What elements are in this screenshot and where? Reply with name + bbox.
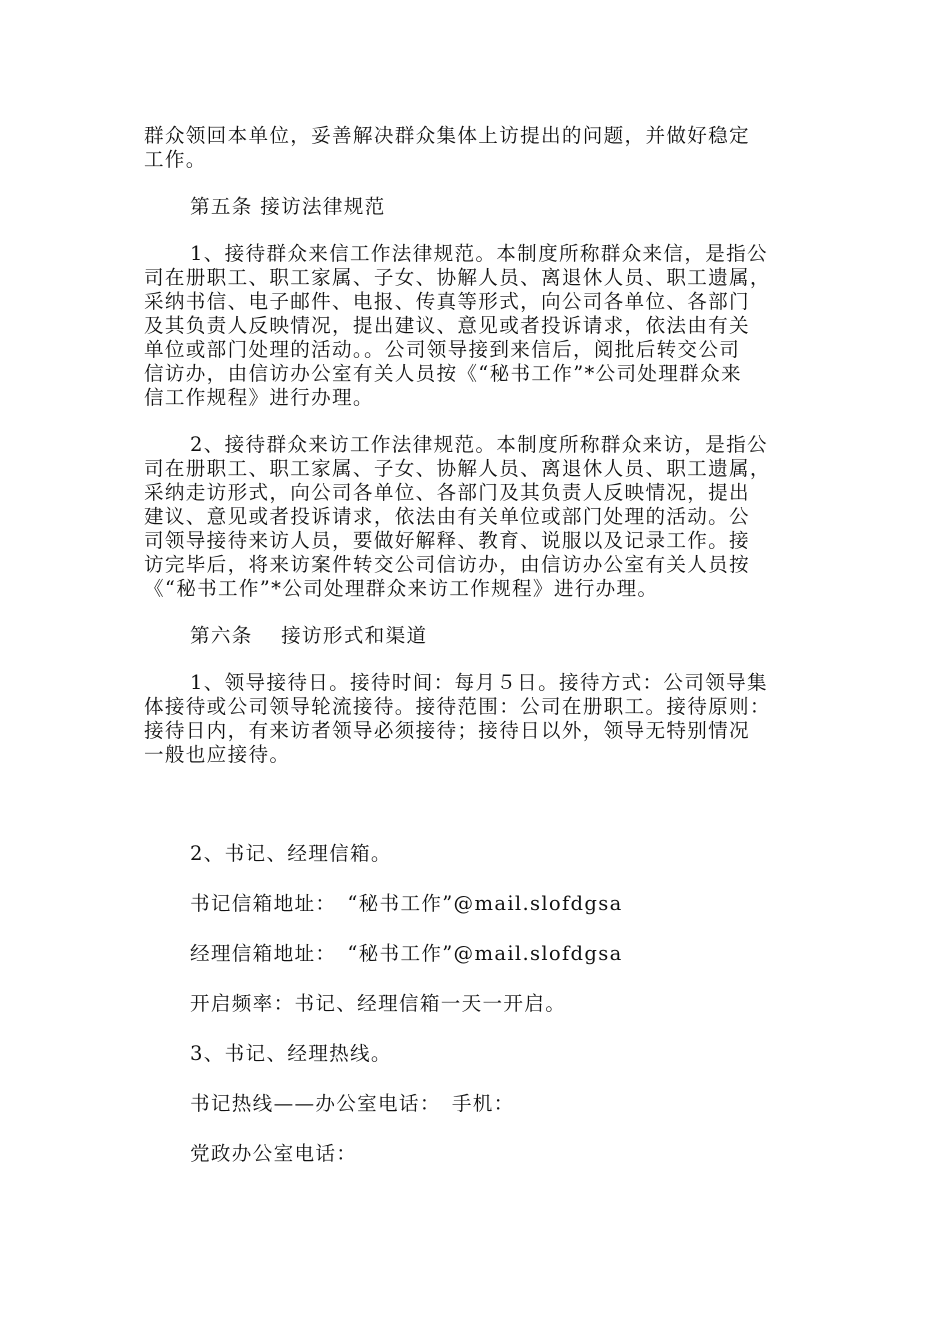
manager-mailbox-address: 经理信箱地址： “秘书工作”@mail.slofdgsa — [190, 942, 623, 965]
mailbox-heading: 2、书记、经理信箱。 — [190, 842, 392, 865]
paragraph-line: 体接待或公司领导轮流接待。接待范围：公司在册职工。接待原则： — [144, 695, 771, 718]
paragraph-line: 司领导接待来访人员，要做好解释、教育、说服以及记录工作。接 — [144, 529, 750, 552]
paragraph-line: 群众领回本单位，妥善解决群众集体上访提出的问题，并做好稳定 — [144, 124, 750, 147]
paragraph-line: 及其负责人反映情况，提出建议、意见或者投诉请求，依法由有关 — [144, 314, 750, 337]
paragraph-line: 2、接待群众来访工作法律规范。本制度所称群众来访，是指公 — [190, 433, 768, 456]
paragraph-line: 单位或部门处理的活动。。公司领导接到来信后，阅批后转交公司 — [144, 338, 741, 361]
paragraph-reception-day — [144, 671, 814, 767]
paragraph-line: 《“秘书工作”*公司处理群众来访工作规程》进行办理。 — [144, 577, 659, 600]
paragraph-line: 司在册职工、职工家属、子女、协解人员、离退休人员、职工遗属， — [144, 457, 771, 480]
hotline-heading: 3、书记、经理热线。 — [190, 1042, 392, 1065]
paragraph-visits — [144, 433, 814, 601]
paragraph-line: 信工作规程》进行办理。 — [144, 386, 374, 409]
paragraph-line: 1、接待群众来信工作法律规范。本制度所称群众来信，是指公 — [190, 242, 768, 265]
paragraph-letters — [144, 242, 814, 410]
top-paragraph — [144, 124, 814, 172]
paragraph-line: 采纳书信、电子邮件、电报、传真等形式，向公司各单位、各部门 — [144, 290, 750, 313]
paragraph-line: 工作。 — [144, 148, 207, 171]
secretary-hotline: 书记热线——办公室电话： 手机： — [190, 1092, 515, 1115]
mailbox-frequency: 开启频率：书记、经理信箱一天一开启。 — [190, 992, 567, 1015]
paragraph-line: 1、领导接待日。接待时间：每月５日。接待方式：公司领导集 — [190, 671, 768, 694]
party-office-phone: 党政办公室电话： — [190, 1142, 358, 1165]
article-5-heading: 第五条 接访法律规范 — [190, 195, 386, 218]
paragraph-line: 司在册职工、职工家属、子女、协解人员、离退休人员、职工遗属， — [144, 266, 771, 289]
article-6-heading: 第六条 接访形式和渠道 — [190, 624, 428, 647]
paragraph-line: 接待日内，有来访者领导必须接待；接待日以外，领导无特别情况 — [144, 719, 750, 742]
paragraph-line: 建议、意见或者投诉请求，依法由有关单位或部门处理的活动。公 — [144, 505, 750, 528]
paragraph-line: 信访办，由信访办公室有关人员按《“秘书工作”*公司处理群众来 — [144, 362, 742, 385]
paragraph-line: 一般也应接待。 — [144, 743, 291, 766]
document-page — [144, 124, 814, 1166]
paragraph-line: 采纳走访形式，向公司各单位、各部门及其负责人反映情况，提出 — [144, 481, 750, 504]
secretary-mailbox-address: 书记信箱地址： “秘书工作”@mail.slofdgsa — [190, 892, 623, 915]
paragraph-line: 访完毕后，将来访案件转交公司信访办，由信访办公室有关人员按 — [144, 553, 750, 576]
